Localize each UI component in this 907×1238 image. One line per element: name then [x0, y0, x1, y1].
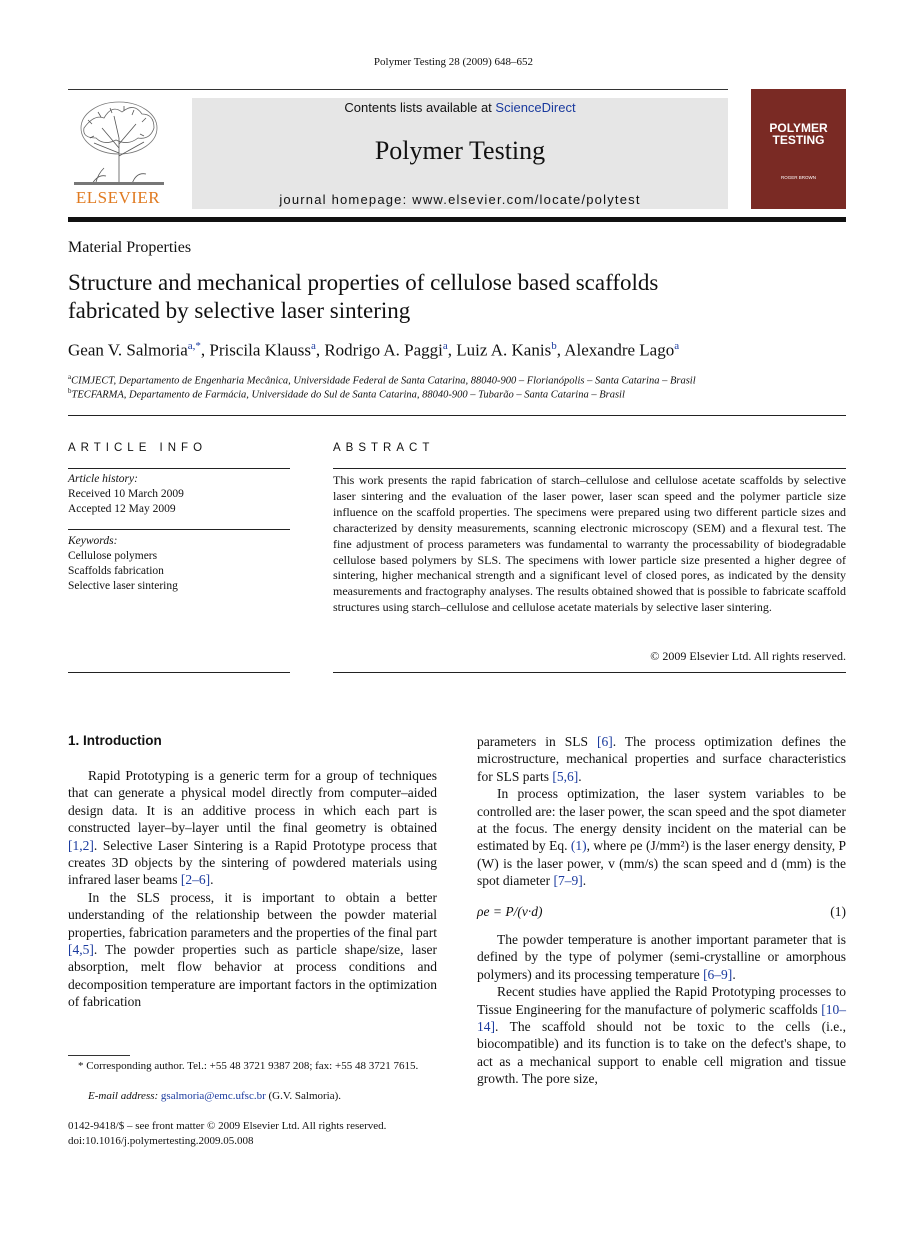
paragraph: [477, 785, 846, 889]
equation-1: [477, 904, 846, 920]
author-affiliation-mark[interactable]: a: [442, 340, 448, 352]
author-name[interactable]: Luiz A. Kanis: [456, 340, 552, 360]
email-link[interactable]: gsalmoria@emc.ufsc.br: [160, 1090, 266, 1102]
text-run: In the SLS process, it is important to obtain a better understanding of the relationship between the powder material properties, fabrication parameters and the properties of the final part: [68, 889, 437, 940]
article-history: [68, 472, 184, 517]
paragraph: [477, 983, 846, 1087]
affiliation-mark: b: [68, 387, 72, 395]
affiliation-mark: a: [68, 373, 72, 381]
reference-link[interactable]: [10–14]: [477, 1001, 846, 1035]
keyword: Cellulose polymers: [68, 550, 158, 562]
text-run: The powder temperature is another important parameter that is defined by the type of polymer (semi-crystalline or amorphous polymers) and its processing temperature: [477, 932, 846, 982]
affiliation-text: CIMJECT, Departamento de Engenharia Mecânica, Universidade Federal de Santa Catarina, 88040-900 – Florianópolis – Santa Catarina – Brasil: [71, 375, 696, 387]
cover-editor: ROGER BROWN: [780, 175, 816, 180]
text-run: . Selective Laser Sintering is a Rapid Prototype process that creates 3D objects by the sintering of powdered materials using infrared laser beams: [68, 837, 437, 888]
divider: [68, 415, 846, 416]
paragraph: [68, 889, 437, 1011]
article-title: [68, 269, 828, 325]
equation-expression: ρe = P/(v·d): [477, 904, 543, 919]
divider: [68, 672, 290, 673]
keywords: [68, 534, 178, 594]
divider: [333, 672, 846, 673]
header-thick-rule: [68, 217, 846, 222]
reference-link[interactable]: [6–9]: [703, 966, 733, 982]
cover-title-line2: TESTING: [772, 133, 825, 147]
accepted-date: Accepted 12 May 2009: [68, 503, 176, 515]
abstract-heading: ABSTRACT: [333, 442, 435, 454]
right-column-top: [477, 733, 846, 890]
sciencedirect-link[interactable]: ScienceDirect: [495, 100, 576, 115]
email-note: [88, 1089, 341, 1104]
text-run: , where ρe (J/mm²) is the laser energy density, P (W) is the laser power, v (mm/s) the scan speed and d (mm) is the spot diameter: [477, 838, 846, 889]
reference-link[interactable]: [6]: [596, 734, 613, 749]
text-run: .: [210, 872, 214, 888]
corresponding-author-note: * Corresponding author. Tel.: +55 48 3721 9387 208; fax: +55 48 3721 7615.: [78, 1060, 419, 1072]
author-affiliation-mark[interactable]: a: [674, 340, 680, 352]
text-run: . The scaffold should not be toxic to the cells (i.e., biocompatible) and its function is to take on the defect's shape, to act as a mechanical support to enable cell migration and tissue growth. The pore size,: [477, 1019, 846, 1087]
text-run: Rapid Prototyping is a generic term for a group of techniques that can generate a physical model directly from computer–aided design data. It is an additive process in which each part is constructed layer–by–layer until the final geometry is obtained: [68, 768, 437, 836]
divider: [68, 529, 290, 530]
text-run: .: [578, 768, 582, 784]
author-name[interactable]: Alexandre Lago: [564, 340, 675, 360]
journal-title: Polymer Testing: [374, 136, 546, 165]
left-column: [68, 767, 437, 1011]
text-run: . The powder properties such as particle shape/size, laser absorption, melt flow behavior at process conditions and decomposition temperature are important factors in the optimization of fabrication: [68, 942, 437, 1010]
journal-citation: Polymer Testing 28 (2009) 648–652: [373, 56, 534, 68]
divider: [68, 468, 290, 469]
text-run: parameters in SLS: [477, 734, 597, 749]
doi-line[interactable]: doi:10.1016/j.polymertesting.2009.05.008: [68, 1135, 254, 1147]
paragraph: [68, 767, 437, 889]
reference-link[interactable]: [4,5]: [68, 942, 94, 958]
reference-link[interactable]: [5,6]: [552, 768, 579, 784]
author-affiliation-mark[interactable]: a: [310, 340, 316, 352]
section-heading: 1. Introduction: [68, 733, 162, 748]
text-run: .: [582, 873, 587, 889]
affiliation-b: [68, 387, 625, 401]
author-name[interactable]: Gean V. Salmoria: [68, 340, 188, 360]
section-type: Material Properties: [68, 239, 192, 256]
email-suffix: (G.V. Salmoria).: [265, 1090, 342, 1102]
text-run: In process optimization, the laser system variables to be controlled are: the laser power, the scan speed and the spot diameter at the focus. The energy density incident on the material can be estimated by Eq.: [477, 786, 846, 854]
elsevier-logo[interactable]: [68, 96, 168, 210]
reference-link[interactable]: [7–9]: [553, 873, 583, 889]
header-rule: [68, 89, 728, 90]
contents-line: [192, 100, 728, 115]
paragraph: [477, 931, 846, 983]
title-line-2: fabricated by selective laser sintering: [68, 298, 411, 323]
equation-number: (1): [830, 904, 846, 919]
author-name[interactable]: Rodrigo A. Paggi: [324, 340, 443, 360]
cover-title: [751, 122, 846, 146]
keyword: Scaffolds fabrication: [68, 565, 164, 577]
footnote-rule: [68, 1055, 130, 1056]
reference-link[interactable]: [1,2]: [68, 837, 94, 853]
received-date: Received 10 March 2009: [68, 488, 184, 500]
journal-header: [192, 98, 728, 209]
email-label: E-mail address:: [88, 1090, 161, 1102]
affiliation-text: TECFARMA, Departamento de Farmácia, Universidade do Sul de Santa Catarina, 88040-900 – Tubarão – Santa Catarina – Brasil: [71, 389, 625, 401]
cover-title-line1: POLYMER: [769, 121, 828, 135]
journal-cover[interactable]: [751, 89, 846, 209]
text-run: . The process optimization defines the microstructure, mechanical properties and surface characteristics for SLS parts: [477, 734, 847, 784]
issn-line: 0142-9418/$ – see front matter © 2009 Elsevier Ltd. All rights reserved.: [68, 1120, 387, 1132]
divider: [333, 468, 846, 469]
title-line-1: Structure and mechanical properties of cellulose based scaffolds: [68, 270, 659, 295]
author-name[interactable]: Priscila Klauss: [209, 340, 311, 360]
right-column-bottom: [477, 931, 846, 1088]
contents-prefix: Contents lists available at: [344, 100, 496, 115]
article-info-heading: ARTICLE INFO: [68, 442, 208, 454]
author-affiliation-mark[interactable]: b: [551, 340, 557, 352]
publisher-name: ELSEVIER: [75, 188, 161, 207]
keywords-label: Keywords:: [68, 535, 118, 547]
author-affiliation-mark[interactable]: a,*: [187, 340, 201, 352]
elsevier-tree-icon: [74, 98, 164, 186]
paragraph: [477, 733, 846, 785]
reference-link[interactable]: [2–6]: [180, 872, 211, 888]
affiliation-a: [68, 373, 696, 387]
history-label: Article history:: [68, 473, 138, 485]
keyword: Selective laser sintering: [68, 580, 178, 592]
author-list: Gean V. Salmoria$^{a,*}$, Priscila Klauss$^a$, Rodrigo A. Paggi$^a$, Luiz A. Kanis$^b$, Alexandre Lago$^a$: [68, 340, 680, 360]
text-run: Recent studies have applied the Rapid Prototyping processes to Tissue Engineering for the manufacture of polymeric scaffolds: [477, 984, 846, 1017]
abstract-text: This work presents the rapid fabrication of starch–cellulose and cellulose acetate scaffolds by selective laser sintering and the evaluation of the laser power, laser scan speed and the polymer particle size influence on the scaffold properties. The specimens were prepared using two different particle sizes and characterized by density measurements, scanning electronic microscopy (SEM) and a flexural test. The fine adjustment of process parameters was fundamental to warranty the processability of biodegradable cellulose based polymers by SLS. The specimens with lower particle size presented a higher degree of sintering, higher mechanical strength and a significant level of closed pores, as indicated by the density measurements and fractography analyses. The results obtained showed that is possible to fabricate scaffold structures using starch–cellulose and cellulose acetate materials by selective laser sintering.: [333, 473, 846, 615]
journal-homepage-link[interactable]: journal homepage: www.elsevier.com/locate/polytest: [279, 192, 641, 207]
equation-link[interactable]: (1): [570, 838, 587, 854]
text-run: .: [732, 966, 736, 982]
abstract-copyright: © 2009 Elsevier Ltd. All rights reserved.: [650, 649, 846, 663]
